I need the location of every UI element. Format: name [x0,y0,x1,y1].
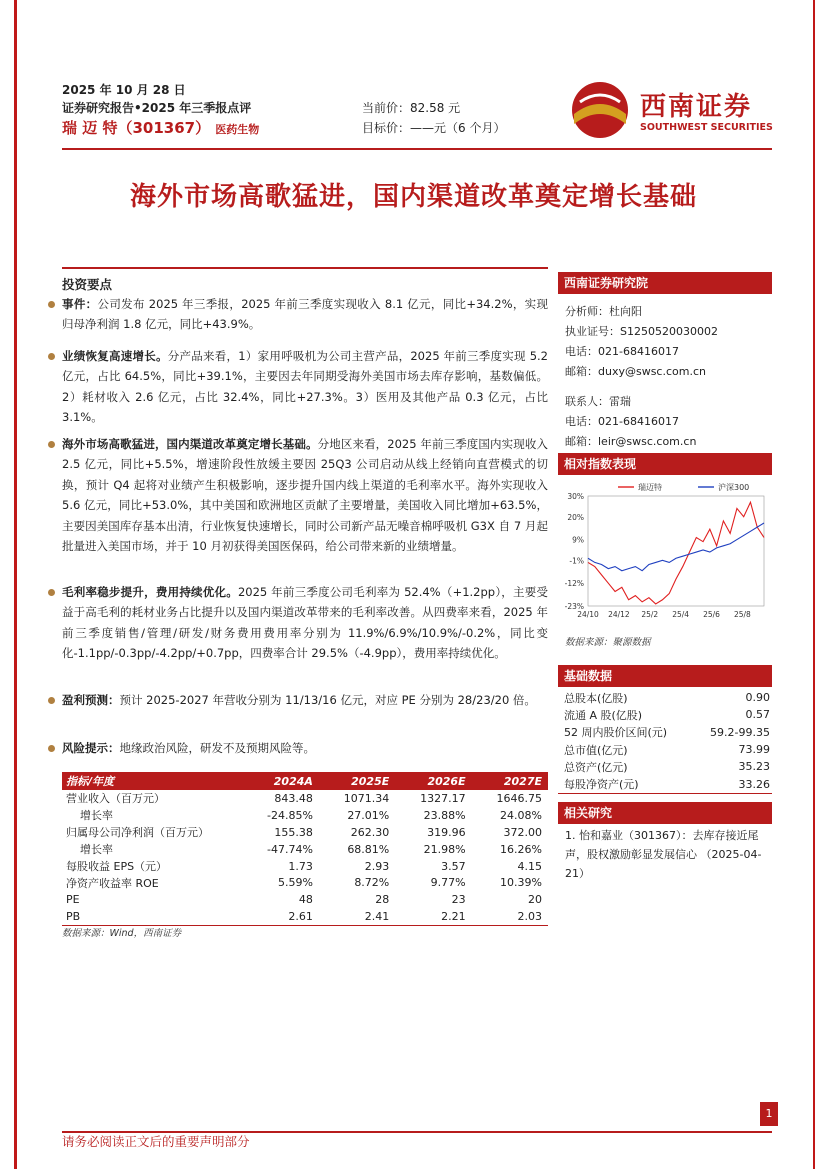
logo-name-en: SOUTHWEST SECURITIES [640,122,773,133]
basic-data-label: 流通 A 股(亿股) [564,708,643,722]
chart-y-tick-label: -12% [564,579,584,589]
basic-data-row [558,775,772,793]
bullet-risk: 风险提示：地缘政治风险，研发不及预期风险等。 [62,738,548,758]
table-row [62,908,548,925]
company-ticker: 瑞 迈 特（301367） [62,119,211,137]
table-header-cell: 2026E [395,772,471,790]
table-cell: 843.48 [274,791,313,805]
table-row-label: 归属母公司净利润（百万元） [66,826,209,840]
chart-x-tick-label: 24/12 [608,610,630,619]
basic-data-value: 73.99 [738,743,770,757]
table-cell: 2.21 [395,908,471,925]
related-item[interactable]: 1. 怡和嘉业（301367）：去库存接近尾声，股权激励彰显发展信心 （2025-04-21） [565,829,762,880]
table-cell: 4.15 [517,859,542,873]
chart-x-tick-label: 25/4 [672,610,690,619]
chart-series-line-index [588,523,764,571]
table-cell: 10.39% [500,876,542,890]
invest-top-rule [62,267,548,269]
table-row-label: PE [66,893,80,907]
company-name [62,117,259,138]
analyst-license: 执业证号：S1250520030002 [565,325,718,338]
chart-x-tick-label: 25/2 [641,610,659,619]
table-cell: 262.30 [350,825,390,839]
industry-tag: 医药生物 [215,123,260,136]
table-header-cell: 2025E [319,772,395,790]
table-cell: 155.38 [274,825,313,839]
table-row-label: 增长率 [80,809,113,823]
table-row-label: 净资产收益率 ROE [66,876,159,890]
table-cell: 1646.75 [496,791,542,805]
basic-data-value: 0.90 [745,691,770,705]
forecast-table [62,772,548,926]
basic-data-row [558,724,772,741]
report-date: 2025 年 10 月 28 日 [62,83,186,97]
table-cell: 68.81% [347,842,390,856]
basic-data-heading: 基础数据 [558,665,772,687]
table-row [62,824,548,841]
contact-phone: 电话：021-68416017 [565,415,679,428]
table-header-cell: 2027E [472,772,548,790]
bullet-margin: 毛利率稳步提升，费用持续优化。2025 年前三季度公司毛利率为 52.4%（+1.2pp），主要受益于高毛利的耗材业务占比提升以及国内渠道改革带来的毛利率改善。从四费率来看，2025 年前三季度销售/管理/研发/财务费用费用率分别为 11.9%/6.9%/10.9%/-0.2%，同比变化-1.1pp/-0.3pp/-4.2pp/+0.7pp，四费率合计 29.5%（-4.9pp），费用率持续优化。 [62,582,548,664]
chart-legend-label: 沪深300 [718,483,750,492]
table-cell: -47.74% [267,842,313,856]
basic-data-row [558,706,772,723]
basic-data-row [558,758,772,775]
institute-contacts [565,302,718,452]
table-cell: 2.03 [472,908,548,925]
basic-data-table [558,689,772,794]
target-price: 目标价：——元（6 个月） [362,121,506,135]
logo-name-cn: 西南证券 [640,92,753,122]
bullet-performance: 业绩恢复高速增长。分产品来看，1）家用呼吸机为公司主营产品，2025 年前三季度实现 5.2 亿元，占比 64.5%，同比+39.1%，主要因去年同期受海外美国市场去库存影响，基数偏低。2）耗材收入 2.6 亿元，占比 32.4%，同比+27.3%。3）医用及其他产品 0.3 亿元，占比 3.1%。 [62,346,548,428]
analyst-email[interactable]: 邮箱：duxy@swsc.com.cn [565,365,706,378]
basic-data-label: 总市值(亿元) [564,743,628,757]
chart-heading: 相对指数表现 [558,453,772,475]
table-cell: 5.59% [277,876,313,890]
chart-plot-frame [588,496,764,606]
chart-x-tick-label: 25/8 [733,610,751,619]
table-cell: 9.77% [430,876,466,890]
table-row [62,891,548,908]
chart-y-tick-label: 20% [567,512,584,522]
basic-data-value: 35.23 [738,760,770,774]
table-cell: 1327.17 [420,791,466,805]
table-row [62,807,548,824]
basic-data-row [558,741,772,758]
basic-data-value: 59.2-99.35 [710,725,770,739]
table-row-label: 营业收入（百万元） [66,792,165,806]
current-price: 当前价：82.58 元 [362,101,461,115]
table-source: 数据来源：Wind，西南证券 [62,928,182,939]
table-cell: 20 [528,893,542,907]
relative-index-chart [558,478,772,628]
table-cell: 2.93 [364,859,390,873]
table-cell: 24.08% [500,808,542,822]
table-row [62,874,548,891]
bullet-event: 事件：公司发布 2025 年三季报，2025 年前三季度实现收入 8.1 亿元，同比+34.2%，实现归母净利润 1.8 亿元，同比+43.9%。 [62,294,548,335]
chart-source: 数据来源：聚源数据 [565,637,651,648]
chart-x-tick-label: 24/10 [577,610,599,619]
table-cell: 2.61 [242,908,319,925]
chart-legend-label: 瑞迈特 [638,483,662,492]
analyst-phone: 电话：021-68416017 [565,345,679,358]
related-heading: 相关研究 [558,802,772,824]
company-logo-icon [570,80,630,140]
contact-email[interactable]: 邮箱：leir@swsc.com.cn [565,435,697,448]
table-row [62,858,548,875]
report-type: 证券研究报告•2025 年三季报点评 [62,101,252,115]
chart-series-line-stock [588,502,764,604]
analyst-name: 分析师：杜向阳 [565,305,642,318]
table-row [62,841,548,858]
footer-disclaimer: 请务必阅读正文后的重要声明部分 [62,1134,250,1149]
table-cell: 21.98% [423,842,466,856]
header-rule [62,148,772,150]
bullet-forecast: 盈利预测：预计 2025-2027 年营收分别为 11/13/16 亿元，对应 PE 分别为 28/23/20 倍。 [62,690,548,710]
table-row-label: 每股收益 EPS（元） [66,860,168,873]
basic-data-row [558,689,772,706]
basic-data-label: 总股本(亿股) [564,691,628,705]
table-row-label: PB [62,908,242,925]
table-cell: 2.41 [319,908,395,925]
table-cell: 28 [375,893,390,907]
table-row [62,790,548,807]
invest-heading: 投资要点 [62,277,113,292]
basic-data-value: 33.26 [690,775,772,793]
basic-data-label: 每股净资产(元) [558,775,690,793]
chart-y-tick-label: 30% [567,492,584,501]
table-cell: 319.96 [427,825,466,839]
table-cell: -24.85% [267,808,313,822]
table-cell: 1071.34 [343,791,390,805]
chart-x-tick-label: 25/6 [703,610,720,619]
chart-y-tick-label: 9% [572,535,584,545]
table-cell: 1.73 [288,859,313,873]
table-cell: 16.26% [500,842,542,856]
basic-data-label: 总资产(亿元) [564,760,628,774]
institute-heading: 西南证券研究院 [558,272,772,294]
table-cell: 372.00 [503,825,542,839]
table-cell: 23 [451,893,466,907]
table-header-row [62,772,548,790]
table-cell: 27.01% [347,808,390,822]
table-header-cell: 指标/年度 [62,772,242,790]
table-cell: 8.72% [354,876,390,890]
contact-name: 联系人：雷瑞 [565,395,631,408]
table-row-label: 增长率 [80,843,113,857]
chart-y-tick-label: -23% [564,602,584,611]
bullet-overseas: 海外市场高歌猛进，国内渠道改革奠定增长基础。分地区来看，2025 年前三季度国内实现收入 2.5 亿元，同比+5.5%，增速阶段性放缓主要因 25Q3 公司启动从线上经销向直营模式的切换，预计 Q4 起将对业绩产生积极影响，逐步提升国内线上渠道的毛利率水平。海外实现收入 5.6 亿元，同比+53.0%，其中美国和欧洲地区贡献了主要增量，美国收入同比增加+63.5%，主要因美国库存基本出清，行业恢复快速增长，同时公司新产品无噪音棉呼吸机 G3X 自 7 月起批量进入美国市场，并于 10 月初获得美国医保码，给公司带来新的业绩增量。 [62,434,548,556]
table-header-cell: 2024A [242,772,319,790]
chart-y-tick-label: -1% [569,556,584,566]
page-title: 海外市场高歌猛进，国内渠道改革奠定增长基础 [129,182,697,212]
table-cell: 48 [298,893,313,907]
table-cell: 3.57 [441,859,466,873]
basic-data-value: 0.57 [745,708,770,722]
table-cell: 23.88% [423,808,466,822]
page-number: 1 [760,1102,778,1126]
basic-data-label: 52 周内股价区间(元) [564,726,668,740]
